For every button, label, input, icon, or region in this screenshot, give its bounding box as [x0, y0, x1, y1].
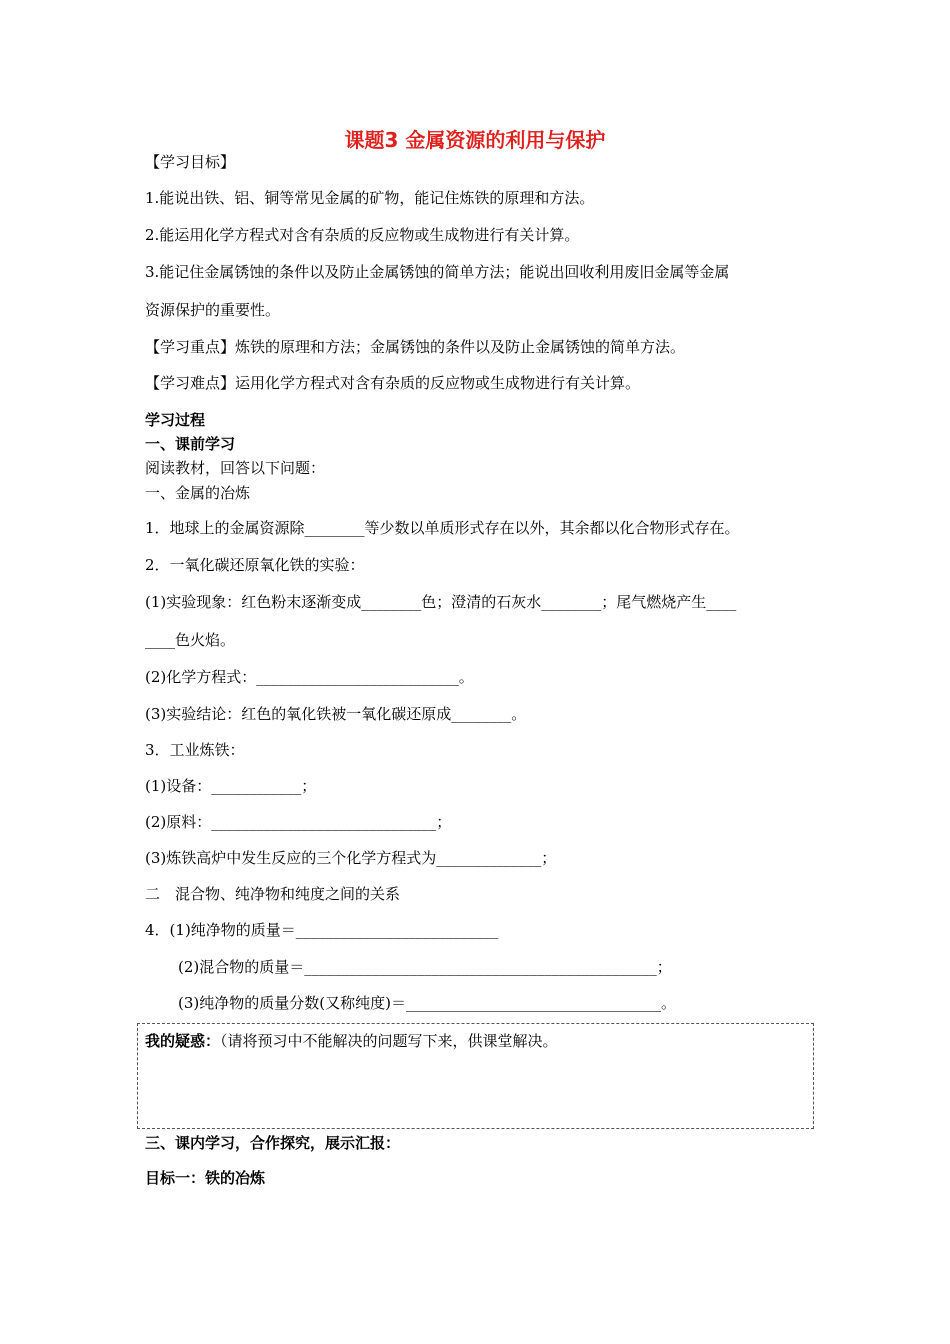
question-2-2: (2)化学方程式：___________________________。	[145, 668, 474, 686]
question-2-1: (1)实验现象：红色粉末逐渐变成________色；澄清的石灰水________；尾气燃烧产生____	[145, 593, 737, 611]
question-3-2: (2)原料：______________________________；	[145, 813, 452, 831]
question-2: 2．一氧化碳还原氧化铁的实验：	[145, 556, 365, 574]
goal-item-2: 2.能运用化学方程式对含有杂质的反应物或生成物进行有关计算。	[145, 226, 580, 244]
question-4-3: (3)纯净物的质量分数(又称纯度)＝__________________________________。	[178, 994, 676, 1012]
goal-item-3: 3.能记住金属锈蚀的条件以及防止金属锈蚀的简单方法；能说出回收利用废旧金属等金属	[145, 263, 730, 281]
doubt-text: （请将预习中不能解决的问题写下来，供课堂解决。	[220, 1032, 558, 1050]
goal-item-1: 1.能说出铁、铝、铜等常见金属的矿物，能记住炼铁的原理和方法。	[145, 189, 595, 207]
question-4-2: (2)混合物的质量＝_______________________________________________；	[178, 958, 672, 976]
difficulties: 【学习难点】运用化学方程式对含有杂质的反应物或生成物进行有关计算。	[145, 374, 641, 392]
page-title: 课题3 金属资源的利用与保护	[344, 128, 606, 152]
section3-header: 三、课内学习，合作探究，展示汇报：	[145, 1134, 401, 1152]
key-points: 【学习重点】炼铁的原理和方法；金属锈蚀的条件以及防止金属锈蚀的简单方法。	[145, 338, 686, 356]
goal1-header: 目标一：铁的冶炼	[145, 1169, 266, 1187]
doubt-line	[145, 1031, 558, 1051]
question-4-1: 4．(1)纯净物的质量＝___________________________	[145, 921, 499, 939]
question-3: 3．工业炼铁：	[145, 741, 245, 759]
question-2-1-continued: ____色火焰。	[145, 631, 236, 649]
question-3-3: (3)炼铁高炉中发生反应的三个化学方程式为______________；	[145, 849, 557, 867]
question-1: 1．地球上的金属资源除________等少数以单质形式存在以外，其余都以化合物形式存在。	[145, 519, 740, 537]
subsection-1: 一、金属的冶炼	[145, 484, 251, 502]
question-2-3: (3)实验结论：红色的氧化铁被一氧化碳还原成________。	[145, 705, 527, 723]
goals-header: 【学习目标】	[145, 153, 236, 171]
section1-header: 一、课前学习	[145, 435, 236, 453]
doubt-label: 我的疑惑：	[145, 1032, 221, 1050]
process-header: 学习过程	[145, 411, 206, 429]
subsection-2: 二 混合物、纯净物和纯度之间的关系	[145, 885, 401, 903]
question-3-1: (1)设备：____________；	[145, 777, 317, 795]
intro-text: 阅读教材，回答以下问题：	[145, 459, 326, 477]
goal-item-3-continued: 资源保护的重要性。	[145, 301, 281, 319]
